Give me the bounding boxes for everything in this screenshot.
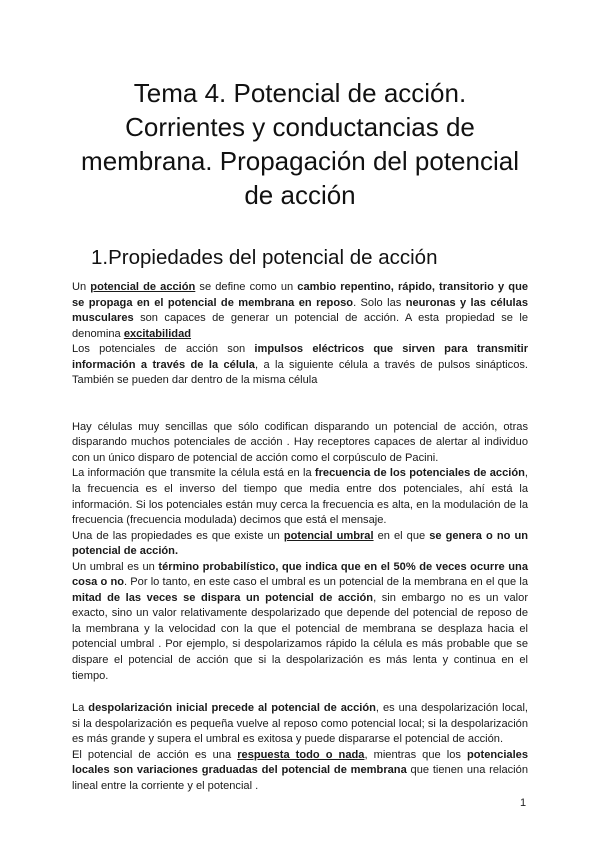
term-potencial-de-accion: potencial de acción (90, 281, 196, 293)
text: Un umbral es un (72, 560, 159, 573)
document-title (60, 76, 540, 212)
term-potencial-umbral: potencial umbral (283, 529, 374, 542)
paragraph-despolarizacion (72, 701, 528, 748)
title-line: Tema 4. Potencial de acción. (133, 78, 467, 108)
text: . Por lo tanto, en este caso el umbral es un potencial de la membrana en el que la (124, 576, 528, 589)
bold-text: despolarización inicial precede al potencial de acción (88, 702, 376, 715)
bold-text: frecuencia de los potenciales de acción (314, 467, 525, 480)
title-line: membrana. Propagación del potencial (81, 146, 519, 176)
text: La información que transmite la célula está en la (72, 467, 315, 480)
text: La (72, 702, 89, 715)
section-heading: 1.Propiedades del potencial de acción (91, 246, 438, 269)
bold-text: potenciales locales son variaciones graduadas del potencial de membrana (72, 748, 529, 777)
text: se define como un (195, 281, 298, 293)
bold-text: término probabilístico, que indica que en el 50% de veces ocurre una cosa o no (72, 560, 528, 589)
term-excitabilidad: excitabilidad (123, 327, 192, 340)
paragraph-frecuencia (72, 466, 528, 528)
paragraph-todo-o-nada (72, 748, 528, 795)
paragraph-impulsos (72, 342, 528, 389)
bold-text: impulsos eléctricos que sirven para transmitir información a través de la célula (72, 343, 529, 371)
paragraph-spacer (72, 389, 528, 420)
text: , a la siguiente célula a través de pulsos sinápticos. También se pueden dar dentro de la misma célula (72, 358, 528, 387)
text: , es una despolarización local, si la despolarización es pequeña vuelve al reposo como potencial local; si la despolarización es más grande y supera el umbral es exitosa y puede dispararse el potencial de acción. (72, 702, 529, 746)
text: Los potenciales de acción son (72, 343, 255, 356)
text: . Solo las (353, 296, 406, 309)
paragraph-umbral (72, 529, 528, 560)
title-line: Corrientes y conductancias de (125, 112, 475, 142)
text: El potencial de acción es una (72, 748, 238, 761)
text: Una de las propiedades es que existe un (72, 529, 284, 542)
text: , sin embargo no es un valor exacto, sino un valor relativamente despolarizado que depende del potencial de reposo de la membrana y la velocidad con la que el potencial de membrana se desplaza hacia el potencial umbral . Por ejemplo, si despolarizamos rápido la célula es más probable que se dispare el potencial de acción que si la despolarización es más lenta y continua en el tiempo. (72, 591, 529, 682)
text: , la frecuencia es el inverso del tiempo que media entre dos potenciales, ahí está la información. Si los potenciales están muy cerca la frecuencia es alta, en la modulación de la frecuencia (frecuencia modulada) decimos que está el mensaje. (72, 467, 528, 527)
document-body (72, 280, 528, 794)
term-respuesta-todo-o-nada: respuesta todo o nada (237, 748, 365, 761)
text: son capaces de generar un potencial de acción. A esta propiedad se le denomina (72, 312, 528, 340)
paragraph-definition (72, 280, 528, 342)
page-number: 1 (520, 797, 527, 809)
text: , mientras que los (364, 748, 467, 761)
bold-text: mitad de las veces se dispara un potencial de acción (72, 591, 374, 604)
text: Un (72, 281, 91, 293)
text: que tienen una relación lineal entre la corriente y el potencial . (72, 764, 528, 792)
paragraph-codificacion (72, 420, 528, 467)
bold-text: se genera o no un potencial de acción. (72, 529, 528, 558)
bold-text: neuronas y las células musculares (72, 296, 528, 325)
paragraph-probabilistico (72, 560, 528, 684)
paragraph-spacer (72, 684, 528, 701)
text: en el que (373, 529, 430, 542)
title-line: de acción (244, 180, 356, 210)
text: Hay células muy sencillas que sólo codifican disparando un potencial de acción, otras disparando muchos potenciales de acción . Hay receptores capaces de alertar al individuo con un único disparo de potencial de acción como el corpúsculo de Pacini. (72, 420, 528, 464)
bold-text: cambio repentino, rápido, transitorio y que se propaga en el potencial de membrana en reposo (72, 281, 529, 309)
